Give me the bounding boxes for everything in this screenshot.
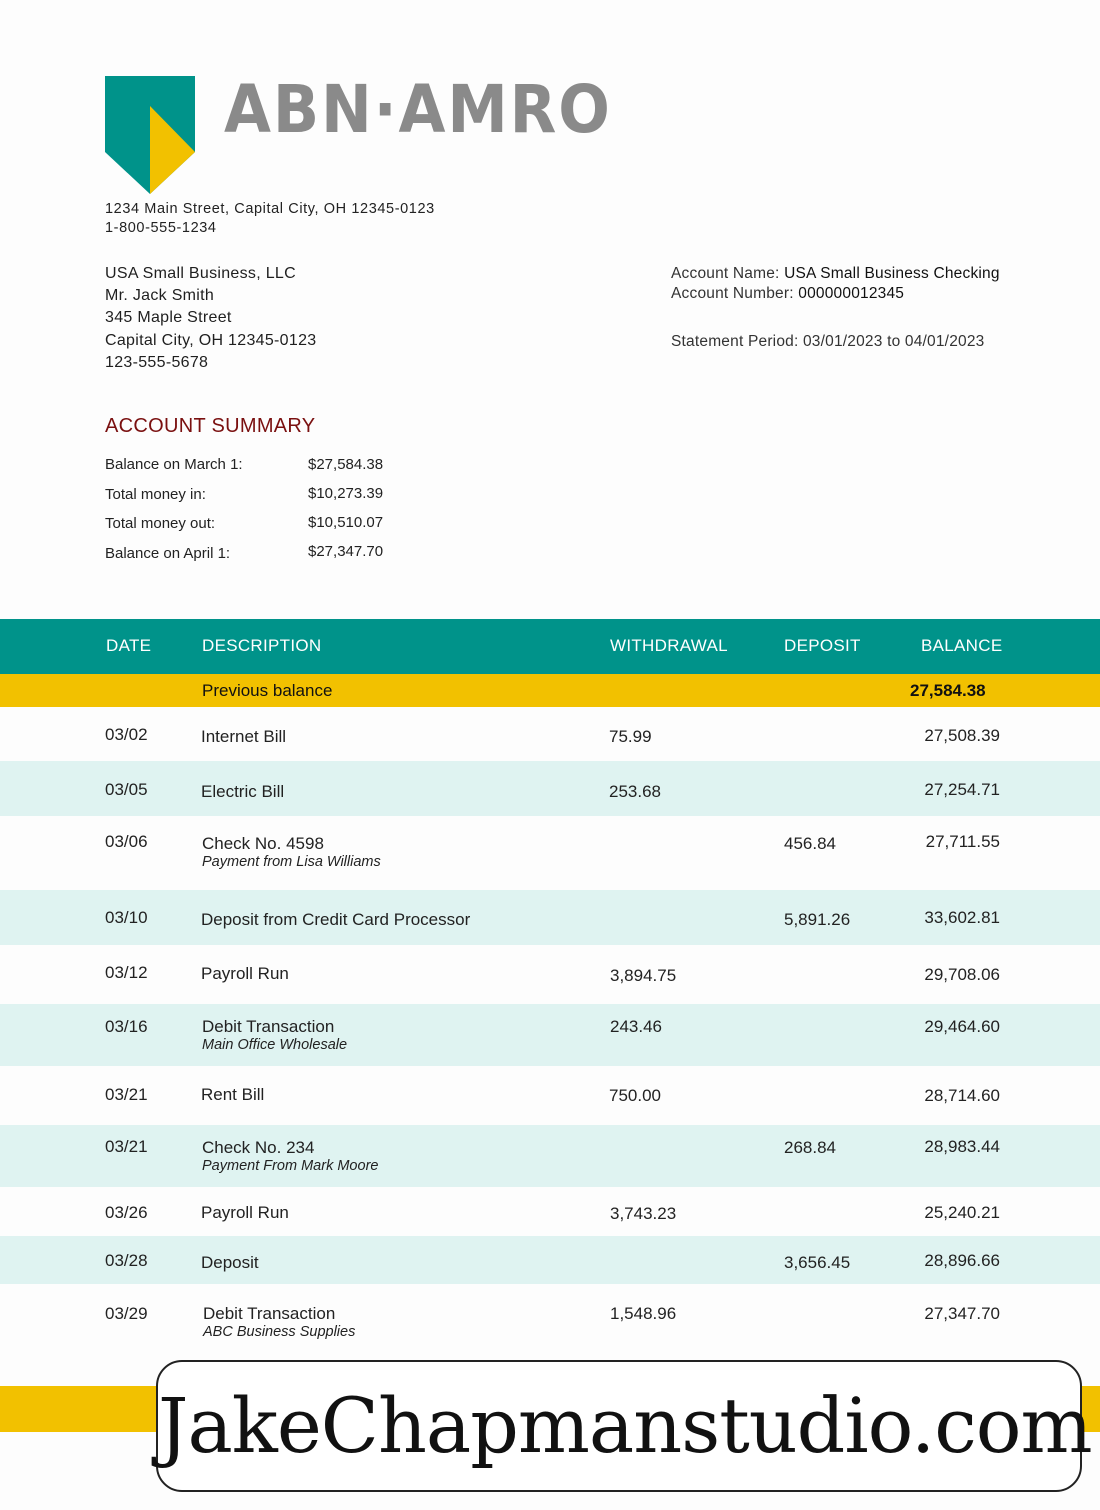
row-description: Electric Bill xyxy=(201,782,285,801)
row-balance: 29,464.60 xyxy=(924,1017,1000,1036)
header-deposit: DEPOSIT xyxy=(784,636,861,655)
table-row xyxy=(0,1004,1100,1066)
row-description-detail: Payment from Lisa Williams xyxy=(202,854,381,870)
row-date: 03/26 xyxy=(105,1203,148,1222)
row-description: Debit Transaction xyxy=(202,1017,335,1036)
header-date: DATE xyxy=(106,636,152,655)
account-number-value: 000000012345 xyxy=(798,285,905,302)
row-withdrawal: 3,894.75 xyxy=(610,966,677,985)
row-balance: 28,714.60 xyxy=(924,1086,1000,1105)
summary-label: Balance on April 1: xyxy=(105,545,231,562)
row-balance: 29,708.06 xyxy=(924,965,1000,984)
customer-street: 345 Maple Street xyxy=(105,309,232,326)
account-name-line xyxy=(671,265,1000,283)
watermark-text: JakeChapmanstudio.com xyxy=(158,1381,1092,1470)
row-withdrawal: 243.46 xyxy=(610,1017,662,1036)
row-description: Check No. 4598 xyxy=(202,834,324,853)
row-withdrawal: 253.68 xyxy=(609,782,661,801)
row-description-detail: ABC Business Supplies xyxy=(203,1324,356,1340)
previous-balance-label: Previous balance xyxy=(202,681,333,700)
row-description: Debit Transaction xyxy=(203,1304,336,1323)
table-row xyxy=(0,1125,1100,1187)
row-description-detail: Payment From Mark Moore xyxy=(202,1158,379,1174)
header-description: DESCRIPTION xyxy=(202,636,322,655)
table-row xyxy=(0,1236,1100,1284)
row-withdrawal: 750.00 xyxy=(609,1086,661,1105)
row-description: Payroll Run xyxy=(201,1203,289,1222)
summary-label: Total money out: xyxy=(105,515,216,532)
row-deposit: 268.84 xyxy=(784,1138,836,1157)
row-description: Rent Bill xyxy=(201,1085,265,1104)
row-description: Internet Bill xyxy=(201,727,287,746)
row-date: 03/29 xyxy=(105,1304,148,1323)
row-date: 03/28 xyxy=(105,1251,148,1270)
account-summary-title: ACCOUNT SUMMARY xyxy=(105,415,316,437)
account-number-line xyxy=(671,285,904,303)
row-balance: 28,983.44 xyxy=(924,1137,1000,1156)
customer-city: Capital City, OH 12345-0123 xyxy=(105,332,317,349)
previous-balance-value: 27,584.38 xyxy=(910,681,986,700)
abn-amro-shield-logo-icon xyxy=(105,76,195,194)
table-row xyxy=(0,1284,1100,1354)
table-row xyxy=(0,707,1100,761)
account-name-value: USA Small Business Checking xyxy=(784,265,1000,282)
row-deposit: 456.84 xyxy=(784,834,836,853)
row-date: 03/06 xyxy=(105,832,148,851)
row-balance: 33,602.81 xyxy=(924,908,1000,927)
table-row xyxy=(0,945,1100,1004)
summary-value: $10,273.39 xyxy=(308,485,384,502)
row-withdrawal: 1,548.96 xyxy=(610,1304,677,1323)
row-deposit: 5,891.26 xyxy=(784,910,851,929)
row-description: Deposit xyxy=(201,1253,259,1272)
row-balance: 25,240.21 xyxy=(924,1203,1000,1222)
row-date: 03/21 xyxy=(105,1137,148,1156)
customer-phone: 123-555-5678 xyxy=(105,354,209,371)
summary-value: $10,510.07 xyxy=(308,514,384,531)
customer-name: Mr. Jack Smith xyxy=(105,287,215,304)
row-date: 03/10 xyxy=(105,908,148,927)
row-balance: 27,254.71 xyxy=(924,780,1000,799)
account-number-label: Account Number: xyxy=(671,285,799,302)
table-row xyxy=(0,761,1100,816)
table-row xyxy=(0,816,1100,890)
summary-value: $27,347.70 xyxy=(308,543,384,560)
bank-logo-wordmark: ABN·AMRO xyxy=(224,71,612,148)
row-withdrawal: 75.99 xyxy=(609,727,652,746)
account-name-label: Account Name: xyxy=(671,265,785,282)
table-row xyxy=(0,1187,1100,1236)
statement-period-label: Statement Period: xyxy=(671,333,803,350)
previous-balance-row xyxy=(0,674,1100,707)
summary-label: Total money in: xyxy=(105,486,206,503)
row-withdrawal: 3,743.23 xyxy=(610,1204,677,1223)
row-balance: 27,347.70 xyxy=(924,1304,1000,1323)
row-date: 03/05 xyxy=(105,780,148,799)
row-date: 03/21 xyxy=(105,1085,148,1104)
customer-company: USA Small Business, LLC xyxy=(105,265,296,282)
summary-label: Balance on March 1: xyxy=(105,456,243,473)
summary-value: $27,584.38 xyxy=(308,456,384,473)
row-deposit: 3,656.45 xyxy=(784,1253,851,1272)
table-row xyxy=(0,1066,1100,1125)
row-date: 03/02 xyxy=(105,725,148,744)
row-balance: 27,711.55 xyxy=(925,832,1000,851)
header-balance: BALANCE xyxy=(921,636,1003,655)
bank-phone: 1-800-555-1234 xyxy=(105,220,217,236)
header-withdrawal: WITHDRAWAL xyxy=(610,636,728,655)
row-balance: 27,508.39 xyxy=(924,726,1000,745)
watermark-banner xyxy=(156,1360,1092,1492)
row-date: 03/16 xyxy=(105,1017,148,1036)
statement-period-line xyxy=(671,333,984,351)
row-description-detail: Main Office Wholesale xyxy=(202,1037,348,1053)
bank-address: 1234 Main Street, Capital City, OH 12345-0123 xyxy=(105,201,435,217)
transactions-table-header xyxy=(0,619,1100,674)
row-description: Payroll Run xyxy=(201,964,289,983)
table-row xyxy=(0,890,1100,945)
statement-period-value: 03/01/2023 to 04/01/2023 xyxy=(802,333,985,350)
row-date: 03/12 xyxy=(105,963,148,982)
row-description: Check No. 234 xyxy=(202,1138,315,1157)
row-description: Deposit from Credit Card Processor xyxy=(201,910,471,929)
row-balance: 28,896.66 xyxy=(924,1251,1000,1270)
